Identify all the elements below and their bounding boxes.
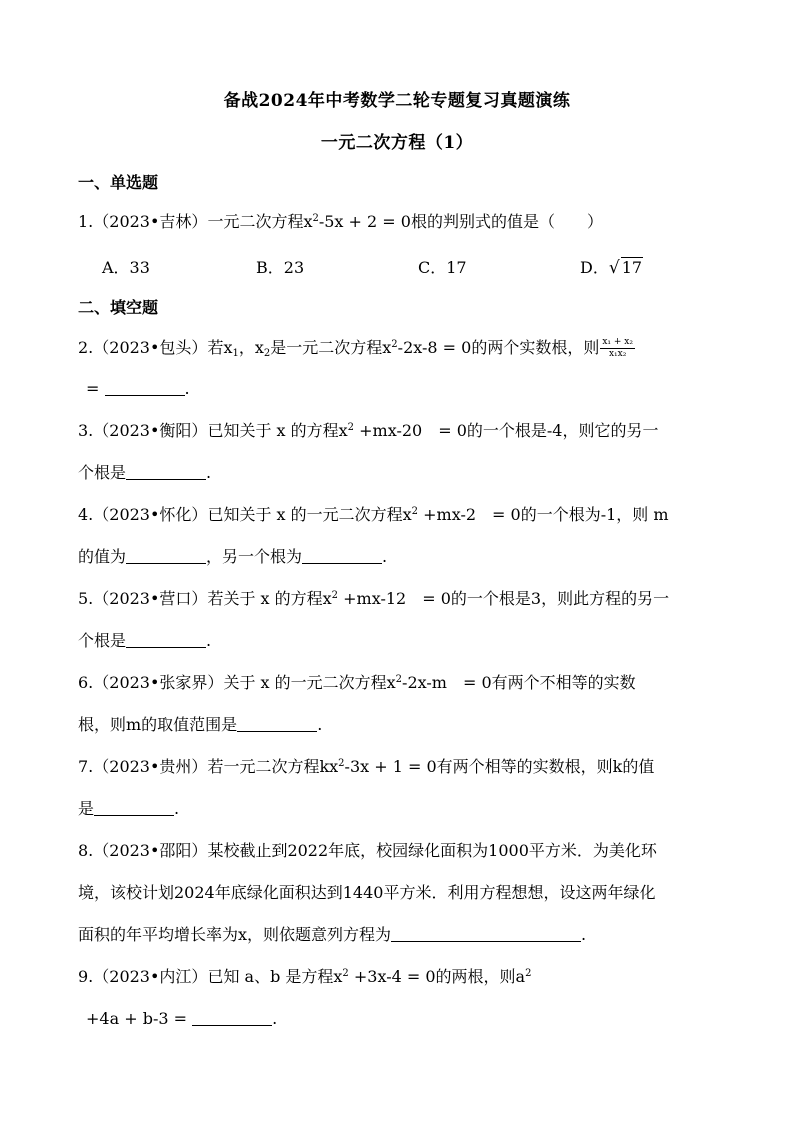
question-text: +4a + b-3 = xyxy=(86,1009,188,1028)
sqrt-radicand: 17 xyxy=(621,258,643,277)
question-1 xyxy=(78,212,603,232)
question-text: 是一元二次方程x xyxy=(270,338,392,357)
question-source: （2023•包头） xyxy=(93,338,208,357)
section-fill-blank: 二、填空题 xyxy=(78,298,159,317)
question-text: . xyxy=(581,925,587,944)
sqrt-sign-icon: √ xyxy=(608,258,620,278)
superscript: 2 xyxy=(312,213,319,224)
superscript: 2 xyxy=(411,506,419,517)
question-text: . xyxy=(272,1009,278,1028)
document-subtitle: 一元二次方程（1） xyxy=(320,133,474,153)
question-text: . xyxy=(184,379,190,398)
question-6-line-2 xyxy=(78,715,322,735)
question-text: -3x + 1 = 0有两个相等的实数根，则k的值 xyxy=(344,757,655,776)
question-source: （2023•张家界） xyxy=(93,673,224,692)
question-9-line-2 xyxy=(86,1009,277,1029)
question-text: 已知关于 x 的一元二次方程x xyxy=(207,505,412,524)
question-number: 2. xyxy=(78,338,94,357)
option-d[interactable] xyxy=(580,255,643,278)
question-text: 若关于 x 的方程x xyxy=(207,589,332,608)
answer-blank[interactable] xyxy=(391,925,581,942)
question-number: 9. xyxy=(78,967,94,986)
question-text: +mx-20 = 0的一个根是-4，则它的另一 xyxy=(354,421,659,440)
question-text: -2x-m = 0有两个不相等的实数 xyxy=(402,673,636,692)
question-text: 面积的年平均增长率为x，则依题意列方程为 xyxy=(78,925,392,944)
question-text: +3x-4 = 0的两根，则a xyxy=(348,967,526,986)
question-text: = xyxy=(86,379,100,398)
question-source: （2023•内江） xyxy=(93,967,208,986)
answer-blank[interactable] xyxy=(237,715,317,732)
question-text: 若x xyxy=(207,338,233,357)
question-text: 已知 a、b 是方程x xyxy=(207,967,343,986)
option-c[interactable]: C．17 xyxy=(418,258,467,277)
superscript: 2 xyxy=(338,758,345,769)
fraction-numerator: x₁ + x₂ xyxy=(602,337,633,347)
question-source: （2023•衡阳） xyxy=(93,421,208,440)
answer-blank[interactable] xyxy=(302,547,382,564)
question-text: 关于 x 的一元二次方程x xyxy=(223,673,396,692)
answer-blank[interactable] xyxy=(192,1009,272,1026)
fraction-denominator: x₁x₂ xyxy=(608,349,627,359)
question-text: 个根是 xyxy=(78,463,127,482)
option-a[interactable]: A．33 xyxy=(102,258,150,277)
question-2 xyxy=(78,337,635,360)
question-text: . xyxy=(174,799,180,818)
document-title: 备战2024年中考数学二轮专题复习真题演练 xyxy=(223,91,571,111)
question-text: . xyxy=(206,631,212,650)
answer-blank[interactable] xyxy=(105,379,185,396)
answer-blank[interactable] xyxy=(126,547,206,564)
answer-blank[interactable] xyxy=(94,799,174,816)
question-text: 的值为 xyxy=(78,547,127,566)
question-7 xyxy=(78,757,654,777)
option-b[interactable]: B．23 xyxy=(256,258,305,277)
question-text: -5x + 2 = 0根的判别式的值是（ ） xyxy=(318,212,603,231)
question-text: 根，则m的取值范围是 xyxy=(78,715,238,734)
question-8-line-3 xyxy=(78,925,586,945)
superscript: 2 xyxy=(331,590,339,601)
answer-blank[interactable] xyxy=(126,463,206,480)
question-6 xyxy=(78,673,636,693)
question-9 xyxy=(78,967,531,987)
question-3-line-2 xyxy=(78,463,211,483)
question-number: 8. xyxy=(78,841,94,860)
question-text: . xyxy=(206,463,212,482)
question-2-line-2 xyxy=(86,379,190,399)
question-source: （2023•营口） xyxy=(93,589,208,608)
superscript: 2 xyxy=(525,968,532,979)
superscript: 2 xyxy=(395,674,403,685)
question-text: . xyxy=(382,547,388,566)
question-number: 6. xyxy=(78,673,94,692)
question-5 xyxy=(78,589,669,609)
question-text: 某校截止到2022年底，校园绿化面积为1000平方米．为美化环 xyxy=(207,841,657,860)
question-4 xyxy=(78,505,669,525)
question-8 xyxy=(78,841,657,861)
question-source: （2023•贵州） xyxy=(93,757,208,776)
question-text: +mx-2 = 0的一个根为-1，则 m xyxy=(418,505,669,524)
question-8-line-2: 境，该校计划2024年底绿化面积达到1440平方米．利用方程想想，设这两年绿化 xyxy=(78,883,656,902)
question-source: （2023•怀化） xyxy=(93,505,208,524)
question-number: 3. xyxy=(78,421,94,440)
question-text: 一元二次方程x xyxy=(207,212,313,231)
subscript: 2 xyxy=(263,348,271,359)
question-text: 已知关于 x 的方程x xyxy=(207,421,348,440)
question-text: +mx-12 = 0的一个根是3，则此方程的另一 xyxy=(338,589,670,608)
question-text: 是 xyxy=(78,799,95,818)
question-7-line-2 xyxy=(78,799,179,819)
superscript: 2 xyxy=(342,968,349,979)
question-text: ，另一个根为 xyxy=(206,547,303,566)
subscript: 1 xyxy=(232,348,239,359)
question-text: . xyxy=(317,715,323,734)
question-source: （2023•吉林） xyxy=(93,212,208,231)
question-number: 5. xyxy=(78,589,94,608)
question-number: 7. xyxy=(78,757,94,776)
superscript: 2 xyxy=(391,339,398,350)
question-3 xyxy=(78,421,658,441)
question-source: （2023•邵阳） xyxy=(93,841,208,860)
section-single-choice: 一、单选题 xyxy=(78,173,159,192)
option-label: D． xyxy=(580,258,609,277)
question-4-line-2 xyxy=(78,547,387,567)
question-5-line-2 xyxy=(78,631,211,651)
question-text: ，x xyxy=(238,338,264,357)
question-text: 若一元二次方程kx xyxy=(207,757,339,776)
answer-blank[interactable] xyxy=(126,631,206,648)
fraction xyxy=(600,337,635,360)
superscript: 2 xyxy=(347,422,355,433)
question-text: 个根是 xyxy=(78,631,127,650)
question-number: 4. xyxy=(78,505,94,524)
question-text: -2x-8 = 0的两个实数根，则 xyxy=(397,338,600,357)
question-number: 1. xyxy=(78,212,94,231)
